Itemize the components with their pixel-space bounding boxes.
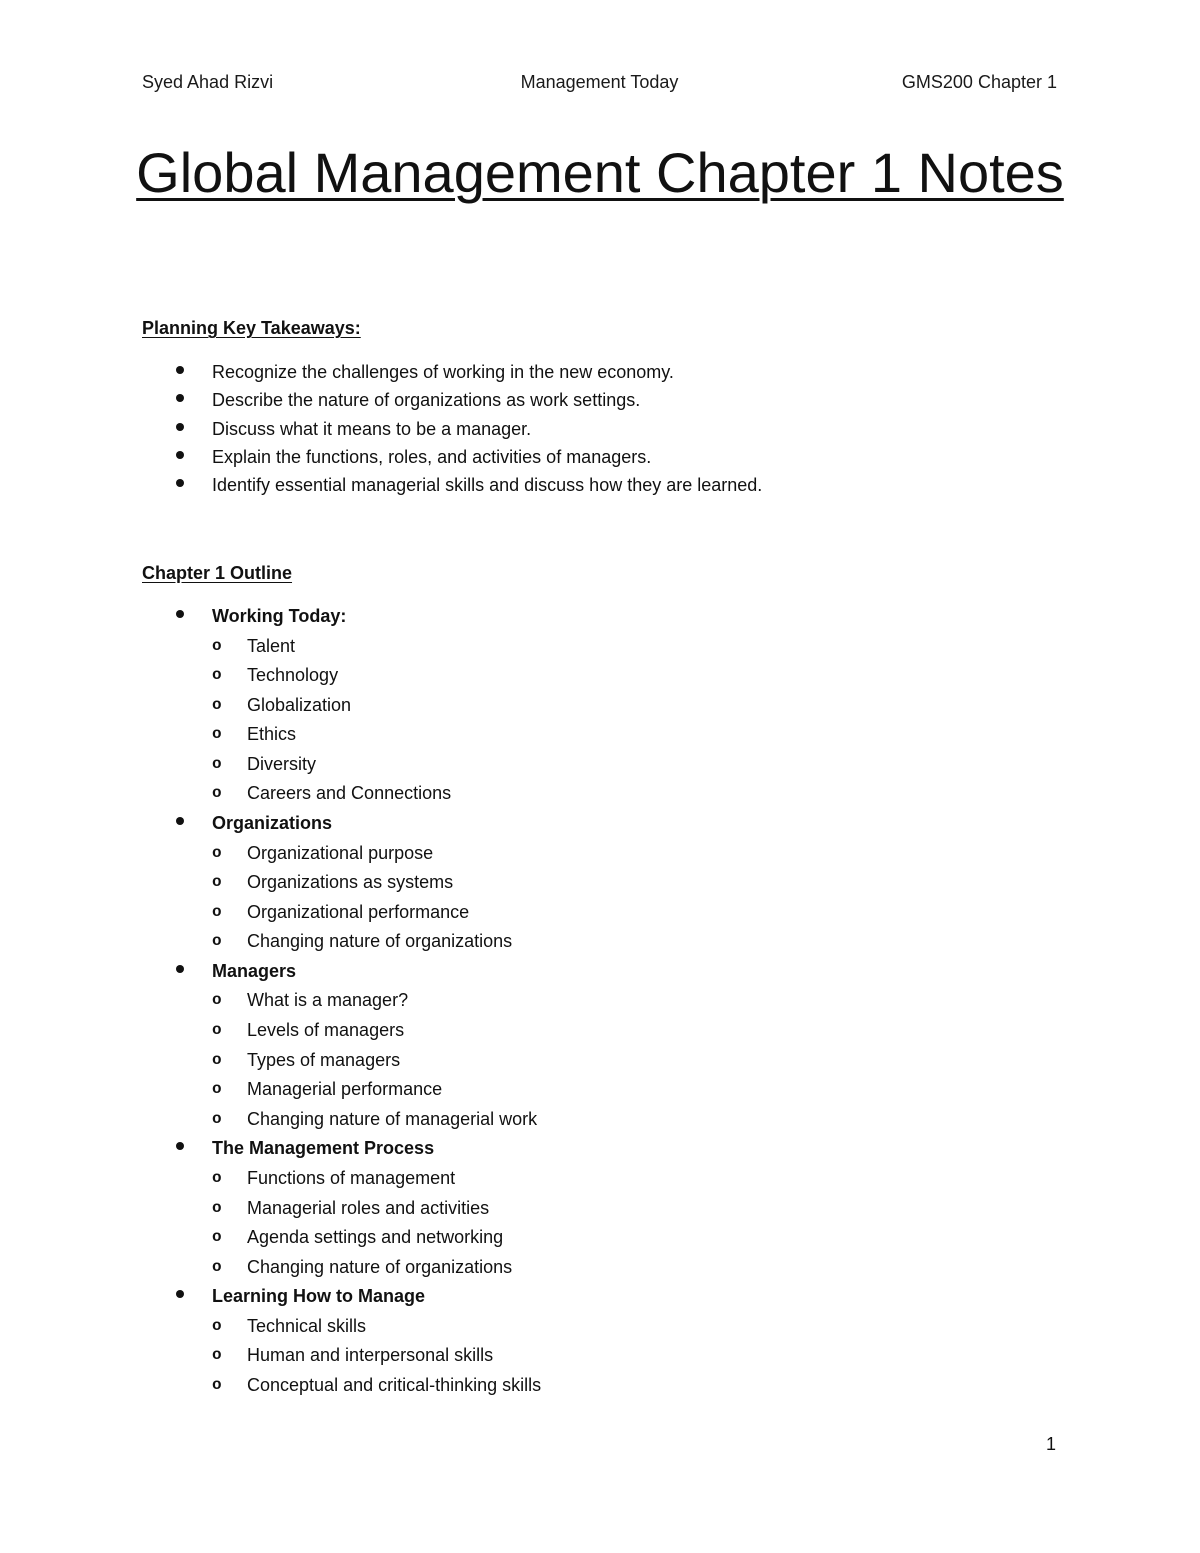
list-item-text: Identify essential managerial skills and discuss how they are learned.: [212, 475, 763, 496]
sub-list-item-text: Ethics: [247, 724, 297, 745]
sub-bullet-icon: o: [212, 1168, 222, 1187]
outline-heading: Chapter 1 Outline: [142, 563, 293, 583]
sub-list-item-text: Types of managers: [247, 1049, 401, 1070]
sub-list-item-text: Technical skills: [247, 1315, 367, 1336]
sub-list-item-text: Conceptual and critical-thinking skills: [247, 1374, 542, 1395]
sub-list-item-text: Globalization: [247, 694, 352, 715]
list-item-text: Describe the nature of organizations as work settings.: [212, 390, 641, 411]
bullet-icon: [176, 479, 184, 487]
sub-list-item: [0, 663, 541, 693]
sub-list-item-text: Levels of managers: [247, 1020, 405, 1041]
sub-list-item-text: Changing nature of organizations: [247, 931, 513, 952]
sub-list-item-text: Changing nature of organizations: [247, 1256, 513, 1277]
sub-list-item: [0, 870, 541, 900]
sub-bullet-icon: o: [212, 1257, 222, 1276]
sub-list-item-text: Managerial performance: [247, 1079, 443, 1100]
sub-list-item: [0, 752, 541, 782]
page-header: [142, 72, 1057, 98]
sub-list-item: [0, 1048, 541, 1078]
sub-list-item-text: Talent: [247, 635, 296, 656]
list-item: [0, 360, 762, 388]
sub-list-item: [0, 1107, 541, 1137]
sub-list-item: [0, 1225, 541, 1255]
sub-bullet-icon: o: [212, 1375, 222, 1394]
bullet-icon: [176, 366, 184, 374]
sub-list-item: [0, 1018, 541, 1048]
bullet-icon: [176, 423, 184, 431]
sub-list-item-text: Diversity: [247, 753, 317, 774]
sub-bullet-icon: o: [212, 784, 222, 803]
sub-bullet-icon: o: [212, 1021, 222, 1040]
sub-list-item: [0, 781, 541, 811]
sub-bullet-icon: o: [212, 902, 222, 921]
list-item-text: Recognize the challenges of working in the new economy.: [212, 362, 674, 382]
list-item-text: Learning How to Manage: [212, 1286, 426, 1307]
sub-list-item-text: Technology: [247, 665, 339, 686]
sub-bullet-icon: o: [212, 1316, 222, 1335]
bullet-icon: [176, 965, 184, 973]
sub-list-item-text: Organizational performance: [247, 901, 470, 922]
list-item: [0, 473, 762, 501]
sub-bullet-icon: o: [212, 754, 222, 773]
list-item: [0, 1136, 541, 1166]
sub-list-item: [0, 988, 541, 1018]
sub-bullet-icon: o: [212, 932, 222, 951]
sub-list-item: [0, 1255, 541, 1285]
sub-list-item: [0, 1166, 541, 1196]
sub-bullet-icon: o: [212, 695, 222, 714]
sub-list-item-text: Human and interpersonal skills: [247, 1345, 494, 1366]
bullet-icon: [176, 1290, 184, 1298]
sub-bullet-icon: o: [212, 666, 222, 685]
sub-bullet-icon: o: [212, 1050, 222, 1069]
sub-list-item: [0, 1314, 541, 1344]
list-item-text: Explain the functions, roles, and activities of managers.: [212, 446, 652, 467]
sub-list-item-text: What is a manager?: [247, 990, 409, 1011]
sub-list-item-text: Organizations as systems: [247, 872, 454, 893]
list-item-text: Discuss what it means to be a manager.: [212, 418, 532, 439]
sub-list-item: [0, 1077, 541, 1107]
sub-bullet-icon: o: [212, 636, 222, 655]
header-author: Syed Ahad Rizvi: [142, 72, 274, 92]
list-item: [0, 959, 541, 989]
sub-list-item-text: Changing nature of managerial work: [247, 1108, 538, 1129]
sub-bullet-icon: o: [212, 1198, 222, 1217]
sub-list-item: [0, 1196, 541, 1226]
list-item-text: Organizations: [212, 813, 333, 834]
document-title: Global Management Chapter 1 Notes: [136, 141, 1064, 204]
sub-bullet-icon: o: [212, 843, 222, 862]
header-course-title: Management Today: [520, 72, 679, 92]
list-item-text: Managers: [212, 960, 297, 981]
sub-list-item: [0, 634, 541, 664]
sub-list-item: [0, 929, 541, 959]
sub-list-item-text: Careers and Connections: [247, 783, 452, 804]
sub-list-item-text: Functions of management: [247, 1167, 456, 1188]
list-item: [0, 417, 762, 445]
page-number: 1: [1046, 1434, 1057, 1454]
sub-list-item: [0, 1343, 541, 1373]
header-course-code: GMS200 Chapter 1: [901, 72, 1057, 92]
sub-list-item: [0, 693, 541, 723]
sub-list-item-text: Managerial roles and activities: [247, 1197, 490, 1218]
sub-list-item: [0, 1373, 541, 1403]
sub-list-item: [0, 841, 541, 871]
takeaways-list: [0, 360, 762, 501]
takeaways-heading: Planning Key Takeaways:: [142, 318, 361, 338]
bullet-icon: [176, 817, 184, 825]
sub-list-item-text: Organizational purpose: [247, 842, 434, 863]
bullet-icon: [176, 1142, 184, 1150]
bullet-icon: [176, 451, 184, 459]
list-item: [0, 811, 541, 841]
sub-bullet-icon: o: [212, 1228, 222, 1247]
list-item-text: The Management Process: [212, 1138, 435, 1159]
outline-list: [0, 604, 541, 1403]
sub-list-item: [0, 722, 541, 752]
sub-bullet-icon: o: [212, 725, 222, 744]
list-item-text: Working Today:: [212, 606, 347, 626]
bullet-icon: [176, 610, 184, 618]
sub-bullet-icon: o: [212, 1109, 222, 1128]
bullet-icon: [176, 394, 184, 402]
sub-list-item-text: Agenda settings and networking: [247, 1227, 504, 1248]
list-item: [0, 1284, 541, 1314]
list-item: [0, 445, 762, 473]
sub-bullet-icon: o: [212, 873, 222, 892]
sub-bullet-icon: o: [212, 1346, 222, 1365]
sub-list-item: [0, 900, 541, 930]
sub-bullet-icon: o: [212, 991, 222, 1010]
list-item: [0, 388, 762, 416]
list-item: [0, 604, 541, 634]
sub-bullet-icon: o: [212, 1080, 222, 1099]
